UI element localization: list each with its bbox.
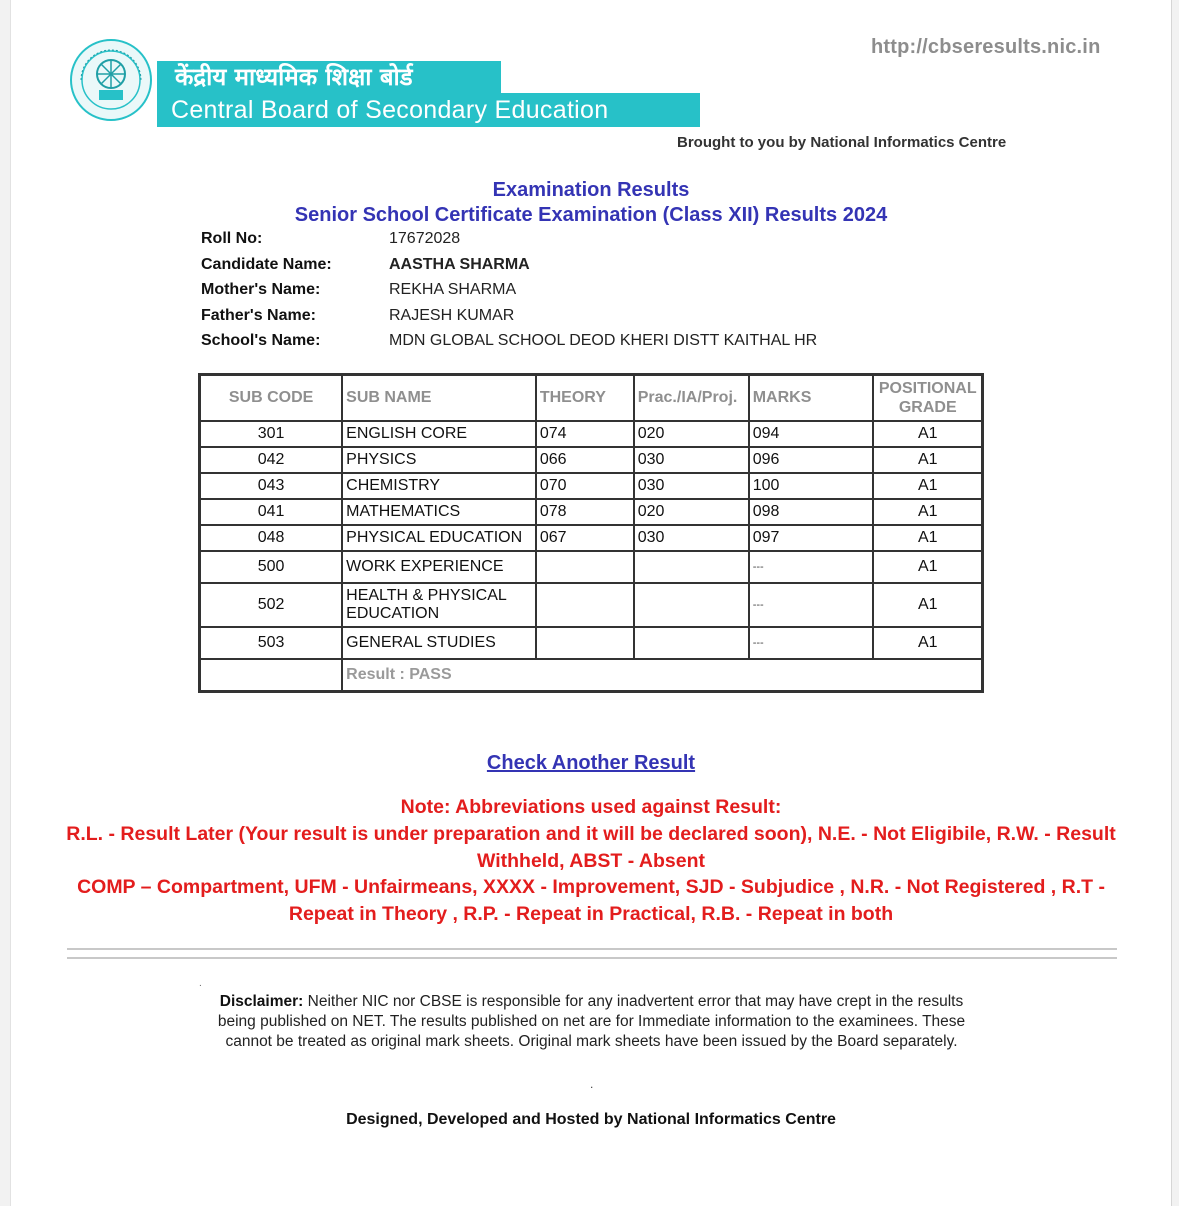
site-url[interactable]: http://cbseresults.nic.in bbox=[871, 36, 1101, 58]
marks-table bbox=[198, 373, 984, 693]
table-row bbox=[200, 627, 983, 659]
practical: 030 bbox=[634, 473, 749, 499]
board-name-english: Central Board of Secondary Education bbox=[157, 93, 700, 127]
grade: A1 bbox=[873, 583, 982, 627]
col-practical: Prac./IA/Proj. bbox=[634, 375, 749, 422]
sub-code: 502 bbox=[200, 583, 343, 627]
divider bbox=[67, 948, 1117, 950]
practical: 030 bbox=[634, 525, 749, 551]
disclaimer-label: Disclaimer: bbox=[219, 993, 304, 1010]
table-row bbox=[200, 525, 983, 551]
school-name-value: MDN GLOBAL SCHOOL DEOD KHERI DISTT KAITHAL HR bbox=[389, 332, 818, 349]
theory: 074 bbox=[536, 421, 634, 447]
candidate-name-row bbox=[201, 256, 817, 282]
sub-name: GENERAL STUDIES bbox=[342, 627, 536, 659]
marks: 097 bbox=[749, 525, 874, 551]
exam-title: Senior School Certificate Examination (Class XII) Results 2024 bbox=[294, 204, 888, 226]
grade: A1 bbox=[873, 447, 982, 473]
disclaimer bbox=[204, 992, 979, 1052]
grade: A1 bbox=[873, 473, 982, 499]
table-row bbox=[200, 499, 983, 525]
info-label: Roll No: bbox=[201, 230, 263, 247]
mother-name-row bbox=[201, 281, 817, 307]
col-grade: POSITIONAL GRADE bbox=[873, 375, 982, 422]
result-page bbox=[10, 0, 1172, 1206]
practical bbox=[634, 627, 749, 659]
marks: 098 bbox=[749, 499, 874, 525]
father-name-value: RAJESH KUMAR bbox=[389, 306, 515, 324]
info-label: School's Name: bbox=[201, 332, 321, 349]
sub-code: 301 bbox=[200, 421, 343, 447]
divider bbox=[67, 957, 1117, 959]
grade: A1 bbox=[873, 627, 982, 659]
marks: 100 bbox=[749, 473, 874, 499]
grade: A1 bbox=[873, 551, 982, 583]
table-row bbox=[200, 473, 983, 499]
practical: 030 bbox=[634, 447, 749, 473]
info-label: Father's Name: bbox=[201, 306, 316, 324]
sub-name: PHYSICS bbox=[342, 447, 536, 473]
practical: 020 bbox=[634, 499, 749, 525]
note-line-2: COMP – Compartment, UFM - Unfairmeans, XXXX - Improvement, SJD - Subjudice , N.R. - Not Registered , R.T - Repeat in Theory , R.P. - Repeat in Practical, R.B. - Repeat in both bbox=[77, 876, 1105, 926]
result-empty-cell bbox=[200, 659, 343, 692]
info-label: Mother's Name: bbox=[201, 281, 321, 298]
theory: 070 bbox=[536, 473, 634, 499]
theory: 078 bbox=[536, 499, 634, 525]
roll-no-row bbox=[201, 230, 817, 256]
note-line-1: R.L. - Result Later (Your result is under preparation and it will be declared soon), N.E. - Not Eligibile, R.W. - Result Withheld, ABST - Absent bbox=[66, 822, 1116, 872]
note-title: Note: Abbreviations used against Result: bbox=[400, 796, 782, 818]
table-row bbox=[200, 551, 983, 583]
school-name-row bbox=[201, 332, 817, 358]
marks: 096 bbox=[749, 447, 874, 473]
theory bbox=[536, 551, 634, 583]
abbreviations-note bbox=[61, 794, 1121, 928]
marks: --- bbox=[749, 583, 874, 627]
col-sub-code: SUB CODE bbox=[200, 375, 343, 422]
sub-name: PHYSICAL EDUCATION bbox=[342, 525, 536, 551]
table-row bbox=[200, 447, 983, 473]
candidate-name-value: AASTHA SHARMA bbox=[389, 255, 530, 273]
theory bbox=[536, 627, 634, 659]
theory: 067 bbox=[536, 525, 634, 551]
col-theory: THEORY bbox=[536, 375, 634, 422]
candidate-info bbox=[201, 230, 817, 358]
info-label: Candidate Name: bbox=[201, 255, 332, 273]
theory bbox=[536, 583, 634, 627]
result-status: Result : PASS bbox=[342, 659, 982, 692]
sub-name: WORK EXPERIENCE bbox=[342, 551, 536, 583]
check-another-result-link[interactable]: Check Another Result bbox=[486, 752, 696, 774]
roll-no-value: 17672028 bbox=[389, 230, 461, 247]
sub-name: HEALTH & PHYSICAL EDUCATION bbox=[342, 583, 536, 627]
sub-code: 042 bbox=[200, 447, 343, 473]
disclaimer-text: Neither NIC nor CBSE is responsible for any inadvertent error that may have crept in the results being published on NET. The results published on net are for Immediate information to the examinees. These cannot be treated as original mark sheets. Original mark sheets have been issued by the Board separately. bbox=[217, 993, 966, 1050]
sub-code: 503 bbox=[200, 627, 343, 659]
result-row bbox=[200, 659, 983, 692]
marks: 094 bbox=[749, 421, 874, 447]
grade: A1 bbox=[873, 421, 982, 447]
col-sub-name: SUB NAME bbox=[342, 375, 536, 422]
grade: A1 bbox=[873, 525, 982, 551]
table-header-row bbox=[200, 375, 983, 422]
sub-code: 500 bbox=[200, 551, 343, 583]
mother-name-value: REKHA SHARMA bbox=[389, 281, 517, 298]
table-row bbox=[200, 421, 983, 447]
marks: --- bbox=[749, 627, 874, 659]
board-name-hindi: केंद्रीय माध्यमिक शिक्षा बोर्ड bbox=[157, 61, 501, 93]
footer-credit: Designed, Developed and Hosted by National Informatics Centre bbox=[346, 1111, 836, 1128]
practical bbox=[634, 551, 749, 583]
table-row bbox=[200, 583, 983, 627]
brought-by-text: Brought to you by National Informatics Centre bbox=[677, 134, 1007, 151]
sub-name: ENGLISH CORE bbox=[342, 421, 536, 447]
sub-name: CHEMISTRY bbox=[342, 473, 536, 499]
cbse-emblem-icon bbox=[69, 38, 153, 122]
decorative-dot: . bbox=[199, 978, 202, 989]
col-marks: MARKS bbox=[749, 375, 874, 422]
theory: 066 bbox=[536, 447, 634, 473]
sub-name: MATHEMATICS bbox=[342, 499, 536, 525]
decorative-dot: . bbox=[590, 1077, 594, 1091]
sub-code: 048 bbox=[200, 525, 343, 551]
marks: --- bbox=[749, 551, 874, 583]
practical: 020 bbox=[634, 421, 749, 447]
sub-code: 041 bbox=[200, 499, 343, 525]
grade: A1 bbox=[873, 499, 982, 525]
page-title: Examination Results bbox=[492, 179, 690, 201]
sub-code: 043 bbox=[200, 473, 343, 499]
father-name-row bbox=[201, 307, 817, 333]
practical bbox=[634, 583, 749, 627]
